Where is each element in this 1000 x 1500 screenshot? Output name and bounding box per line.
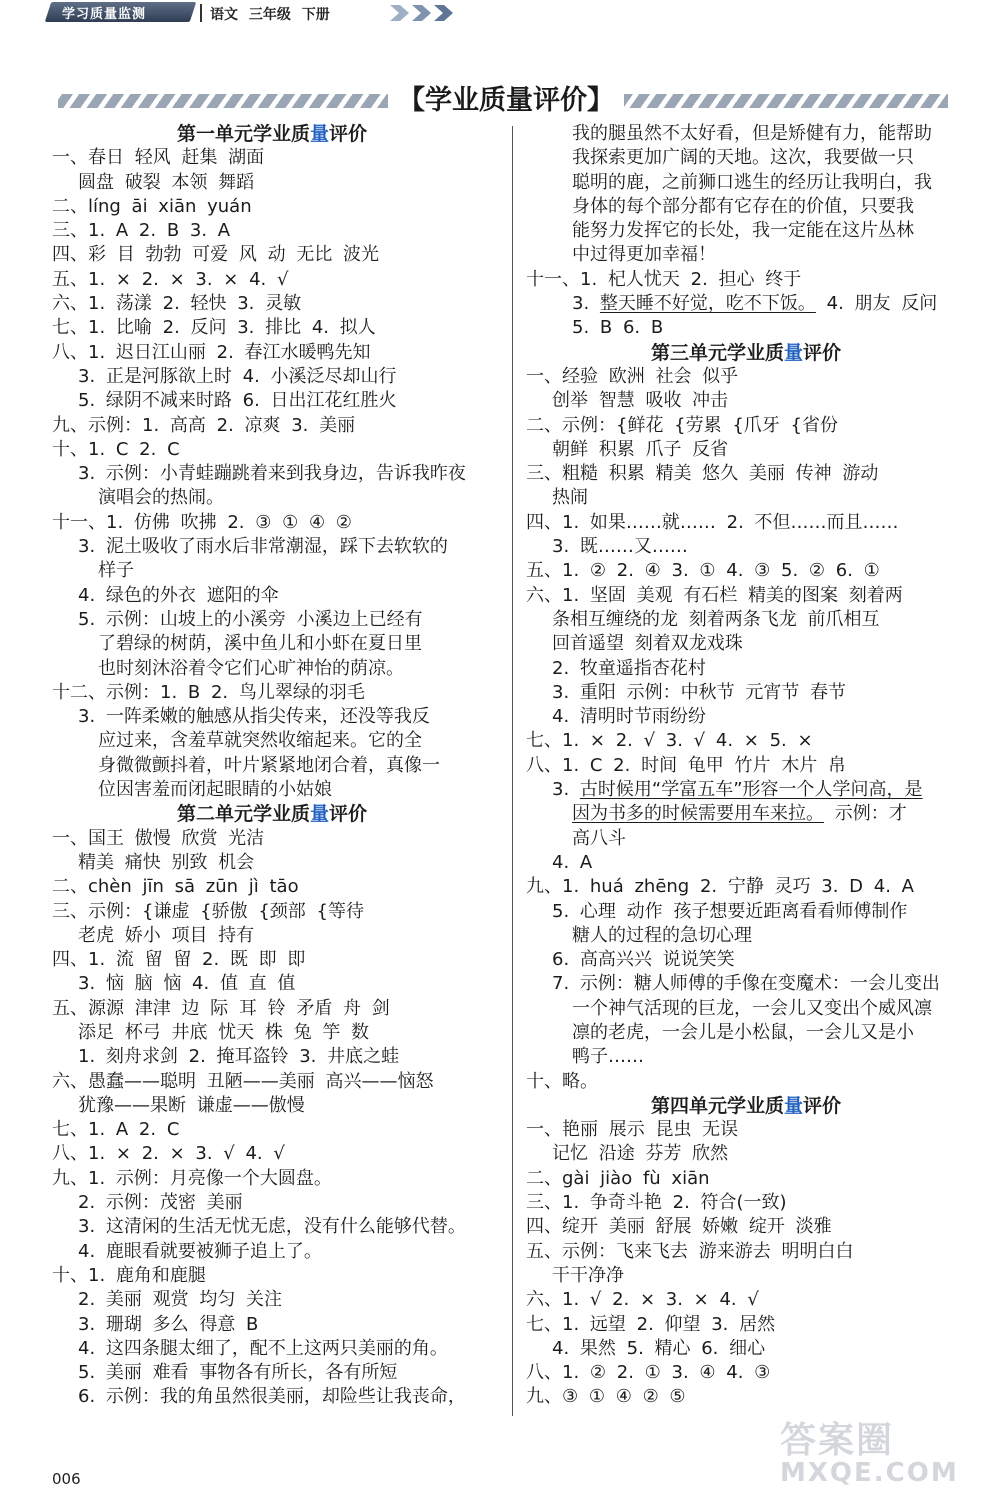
answer-line [52,146,492,170]
answer-line [526,365,966,389]
answer-text: 九、1. huá zhēng 2. 宁静 灵巧 3. D 4. A [526,876,914,898]
answer-line [52,705,492,729]
answer-text: 我探索更加广阔的天地。这次，我要做一只 [572,147,914,169]
answer-text: 四、彩 目 勃勃 可爱 风 动 无比 波光 [52,244,380,266]
answer-text: 鸭子…… [572,1046,644,1068]
section-title-text: 第四单元学业质 [650,1094,784,1117]
answer-text: 添足 杯弓 井底 忧天 株 兔 竽 数 [78,1021,370,1043]
answer-text: 3. 一阵柔嫩的触感从指尖传来，还没等我反 [78,706,430,728]
section-title-text: 第一单元学业质 [176,123,310,145]
answer-text: 聪明的鹿，之前狮口逃生的经历让我明白，我 [572,171,932,193]
answer-text: 记忆 沿途 芬芳 欣然 [552,1143,729,1165]
answer-line [526,632,966,656]
section-title [526,1094,966,1118]
answer-line [52,535,492,559]
left-column [52,122,492,1410]
answer-line [526,1385,966,1409]
page-number: 006 [52,1470,81,1488]
answer-line [526,802,966,826]
answer-text: 七、1. 比喻 2. 反问 3. 排比 4. 拟人 [52,317,376,339]
section-title-text: 评价 [329,123,368,145]
answer-line [52,657,492,681]
answer-line [526,219,966,243]
answer-text: 2. 示例：茂密 美丽 [78,1192,243,1214]
answer-text: 八、1. C 2. 时间 龟甲 竹片 木片 帛 [526,754,846,776]
answer-text: 犹豫——果断 谦虚——傲慢 [78,1094,305,1116]
answer-line [526,1264,966,1288]
answer-line [526,1045,966,1069]
answer-line [52,681,492,705]
answer-text: 五、源源 津津 边 际 耳 铃 矛盾 舟 剑 [52,997,390,1019]
answer-line [526,292,966,316]
answer-line [526,171,966,195]
underlined-answer: 古时候用“学富五车”形容一个人学问高，是 [579,779,923,801]
answer-line [526,1142,966,1166]
answer-line [526,948,966,972]
title-stripes-left [58,94,388,108]
answer-line [52,1337,492,1361]
section-title [52,122,492,146]
answer-line [52,414,492,438]
answer-text: 位因害羞而闭起眼睛的小姑娘 [98,779,332,801]
answer-line [526,243,966,267]
answer-text: 五、1. × 2. × 3. × 4. √ [52,268,289,290]
answer-text: 4. 这四条腿太细了，配不上这两只美丽的角。 [78,1337,448,1359]
answer-line [52,997,492,1021]
answer-text: 干干净净 [552,1264,624,1286]
answer-line [526,705,966,729]
answer-line [52,924,492,948]
answer-text: 十一、1. 仿佛 吹拂 2. ③ ① ④ ② [52,511,352,533]
answer-text: 七、1. A 2. C [52,1119,180,1141]
answer-line [52,1215,492,1239]
answer-line [52,462,492,486]
section-title-highlight: 量 [783,1094,803,1117]
chevron-right-icon [410,4,432,22]
answer-line [526,827,966,851]
answer-line [52,316,492,340]
answer-text: 一个神气活现的巨龙，一会儿又变出个威风凛 [572,997,932,1019]
answer-text: 二、chèn jīn sā zūn jì tāo [52,876,299,898]
answer-text: 八、1. × 2. × 3. √ 4. √ [52,1143,285,1165]
answer-text: 一、国王 傲慢 欣赏 光洁 [52,827,265,849]
answer-text: 5. 心理 动作 孩子想要近距离看看师傅制作 [552,900,908,922]
answer-line [52,1385,492,1409]
answer-line [52,875,492,899]
answer-text: 精美 痛快 别致 机会 [78,851,255,873]
answer-line [526,1215,966,1239]
section-title-highlight: 量 [783,341,803,364]
answer-text: 能努力发挥它的长处，我一定能在这片丛林 [572,220,914,242]
answer-line [526,316,966,340]
answer-text: 4. 绿色的外衣 遮阳的伞 [78,584,279,606]
answer-text: 三、1. A 2. B 3. A [52,220,231,242]
answer-line [526,195,966,219]
header-separator [200,4,202,22]
section-title-text: 评价 [803,1094,842,1117]
answer-line [526,754,966,778]
answer-text: 九、③ ① ④ ② ⑤ [526,1386,686,1408]
answer-line [526,535,966,559]
answer-text: 一、春日 轻风 赶集 湖面 [52,147,265,169]
answer-line [52,632,492,656]
answer-text: 3. 珊瑚 多么 得意 B [78,1313,259,1335]
answer-text: 十一、1. 杞人忧天 2. 担心 终于 [526,268,802,290]
answer-text: 七、1. × 2. √ 3. √ 4. × 5. × [526,730,813,752]
answer-line [52,1118,492,1142]
section-title [52,802,492,826]
underlined-answer: 因为书多的时候需要用车来拉。 [572,803,824,825]
watermark-url: MXQE.COM [780,1458,959,1488]
answer-text: 1. 刻舟求剑 2. 掩耳盗铃 3. 井底之蛙 [78,1046,400,1068]
answer-line [52,438,492,462]
answer-line [526,875,966,899]
answer-text: 了碧绿的树荫，溪中鱼儿和小虾在夏日里 [98,633,422,655]
answer-line [52,486,492,510]
answer-line [52,1313,492,1337]
section-title-highlight: 量 [309,803,329,826]
answer-line [526,1288,966,1312]
header-subject: 语文 三年级 下册 [210,7,330,23]
section-title-text: 评价 [329,803,368,826]
answer-line [52,608,492,632]
answer-text: 2. 美丽 观赏 均匀 关注 [78,1289,283,1311]
answer-line [52,1070,492,1094]
answer-line [526,438,966,462]
answer-line [526,511,966,535]
answer-line [526,584,966,608]
answer-text: 糖人的过程的急切心理 [572,924,752,946]
answer-text: 九、1. 示例：月亮像一个大圆盘。 [52,1167,332,1189]
answer-line [526,997,966,1021]
answer-line [52,365,492,389]
answer-text: 6. 高高兴兴 说说笑笑 [552,949,735,971]
answer-line [526,1313,966,1337]
page-title: 【学业质量评价】 [398,85,614,116]
answer-line [52,1094,492,1118]
answer-text: 五、1. ② 2. ④ 3. ① 4. ③ 5. ② 6. ① [526,560,880,582]
section-title-text: 第三单元学业质 [650,341,784,364]
answer-text: 样子 [98,560,134,582]
answer-text: 5. B 6. B [572,317,664,339]
answer-line [52,851,492,875]
answer-text: 3. 泥土吸收了雨水后非常潮湿，踩下去软软的 [78,536,448,558]
chevron-right-icon [388,4,410,22]
answer-line [52,1021,492,1045]
answer-text: 四、1. 流 留 留 2. 既 即 即 [52,949,306,971]
answer-text: 3. 重阳 示例：中秋节 元宵节 春节 [552,681,847,703]
answer-line [526,122,966,146]
answer-text: 创举 智慧 吸收 冲击 [552,390,729,412]
answer-line [526,972,966,996]
answer-line [526,1021,966,1045]
answer-line [526,900,966,924]
answer-text: 6. 示例：我的角虽然很美丽，却险些让我丧命， [78,1386,466,1408]
answer-text: 六、1. 坚固 美观 有石栏 精美的图案 刻着两 [526,584,903,606]
answer-line [526,1191,966,1215]
right-column [526,122,966,1410]
answer-text: 示例：才 [824,803,907,825]
answer-text: 7. 示例：糖人师傅的手像在变魔术：一会儿变出 [552,973,940,995]
answer-text: 演唱会的热闹。 [98,487,224,509]
answer-text: 3. 这清闲的生活无忧无虑，没有什么能够代替。 [78,1216,466,1238]
answer-text: 二、líng āi xiān yuán [52,195,252,217]
answer-text: 三、示例：{谦虚 {骄傲 {颈部 {等待 [52,900,364,922]
answer-line [52,1240,492,1264]
answer-line [52,1142,492,1166]
section-title-text: 第二单元学业质 [176,803,310,826]
answer-text: 中过得更加幸福！ [572,244,716,266]
answer-text: 我的腿虽然不太好看，但是矫健有力，能帮助 [572,123,932,144]
answer-text: 3. 既……又…… [552,536,688,558]
watermark-logo: 答案圈 [780,1420,895,1461]
chevron-right-icon [432,4,454,22]
answer-text: 二、gài jiào fù xiān [526,1167,710,1189]
answer-line [526,924,966,948]
answer-text: 3. 示例：小青蛙蹦跳着来到我身边，告诉我昨夜 [78,463,466,485]
answer-line [52,1167,492,1191]
answer-text: 也时刻沐浴着令它们心旷神怡的荫凉。 [98,657,404,679]
answer-line [52,243,492,267]
answer-text: 六、1. 荡漾 2. 轻快 3. 灵敏 [52,293,302,315]
answer-text: 4. 清明时节雨纷纷 [552,706,706,728]
answer-line [52,972,492,996]
answer-text: 5. 示例：山坡上的小溪旁 小溪边上已经有 [78,608,423,630]
column-divider [512,126,513,1416]
answer-line [526,1070,966,1094]
answer-line [52,900,492,924]
answer-line [526,681,966,705]
answer-line [526,486,966,510]
answer-line [52,584,492,608]
section-title-highlight: 量 [309,123,329,145]
answer-line [526,657,966,681]
section-title [526,341,966,365]
answer-line [52,1288,492,1312]
answer-text: 十、1. C 2. C [52,438,180,460]
answer-text: 3. 正是河豚欲上时 4. 小溪泛尽却山行 [78,365,397,387]
answer-text: 九、示例：1. 高高 2. 凉爽 3. 美丽 [52,414,356,436]
answer-text: 4. A [552,851,593,873]
answer-text: 六、1. √ 2. × 3. × 4. √ [526,1289,759,1311]
answer-text: 八、1. 迟日江山丽 2. 春江水暖鸭先知 [52,341,371,363]
answer-text: 5. 绿阴不减来时路 6. 日出江花红胜火 [78,390,397,412]
answer-text: 身微微颤抖着，叶片紧紧地闭合着，真像一 [98,754,440,776]
answer-text: 凛的老虎，一会儿是小松鼠，一会儿又是小 [572,1021,914,1043]
answer-text: 5. 美丽 难看 事物各有所长，各有所短 [78,1362,398,1384]
answer-text: 3. [552,779,580,801]
answer-line [526,1118,966,1142]
title-stripes-right [624,94,948,108]
answer-line [52,778,492,802]
answer-line [526,414,966,438]
underlined-answer: 整天睡不好觉，吃不下饭。 [599,293,816,315]
answer-text: 热闹 [552,487,588,509]
answer-line [526,729,966,753]
answer-line [52,389,492,413]
answer-text: 回首遥望 刻着双龙戏珠 [552,633,743,655]
answer-text: 高八斗 [572,827,626,849]
answer-line [52,292,492,316]
answer-line [52,268,492,292]
answer-line [52,511,492,535]
answer-line [526,146,966,170]
answer-text: 三、粗糙 积累 精美 悠久 美丽 传神 游动 [526,463,879,485]
answer-line [526,1337,966,1361]
answer-text: 四、绽开 美丽 舒展 娇嫩 绽开 淡雅 [526,1216,832,1238]
answer-text: 3. 恼 脑 恼 4. 值 直 值 [78,973,296,995]
answer-text: 4. 朋友 反问 [815,293,938,315]
header-tab-label: 学习质量监测 [62,7,147,22]
answer-line [526,778,966,802]
answer-text: 七、1. 远望 2. 仰望 3. 居然 [526,1313,776,1335]
answer-text: 一、艳丽 展示 昆虫 无误 [526,1119,739,1141]
answer-line [52,1191,492,1215]
answer-text: 十、1. 鹿角和鹿腿 [52,1264,206,1286]
answer-text: 条相互缠绕的龙 刻着两条飞龙 前爪相互 [552,608,880,630]
answer-line [52,171,492,195]
page-header [0,0,1000,26]
answer-line [52,195,492,219]
answer-text: 十二、示例：1. B 2. 鸟儿翠绿的羽毛 [52,681,365,703]
section-title-text: 评价 [803,341,842,364]
answer-text: 五、示例：飞来飞去 游来游去 明明白白 [526,1240,854,1262]
answer-line [526,608,966,632]
answer-line [526,1240,966,1264]
answer-text: 朝鲜 积累 爪子 反省 [552,438,729,460]
answer-line [52,948,492,972]
answer-line [526,1361,966,1385]
answer-text: 应过来，含羞草就突然收缩起来。它的全 [98,730,422,752]
watermark [780,1412,980,1492]
answer-line [526,389,966,413]
answer-line [52,1361,492,1385]
answer-text: 老虎 娇小 项目 持有 [78,924,255,946]
answer-text: 八、1. ② 2. ① 3. ④ 4. ③ [526,1362,771,1384]
answer-text: 4. 果然 5. 精心 6. 细心 [552,1337,766,1359]
answer-line [52,341,492,365]
answer-line [526,851,966,875]
answer-line [52,559,492,583]
answer-line [526,268,966,292]
answer-text: 六、愚蠢——聪明 丑陋——美丽 高兴——恼怒 [52,1070,434,1092]
title-bar [58,86,948,116]
answer-text: 4. 鹿眼看就要被狮子追上了。 [78,1240,322,1262]
answer-line [526,559,966,583]
answer-line [52,754,492,778]
answer-text: 2. 牧童遥指杏花村 [552,657,706,679]
answer-line [52,1264,492,1288]
answer-line [52,1045,492,1069]
answer-line [52,729,492,753]
answer-text: 身体的每个部分都有它存在的价值，只要我 [572,195,914,217]
answer-text: 3. [572,293,600,315]
answer-line [52,219,492,243]
answer-text: 二、示例：{鲜花 {劳累 {爪牙 {省份 [526,414,838,436]
answer-text: 一、经验 欧洲 社会 似乎 [526,365,739,387]
answer-text: 三、1. 争奇斗艳 2. 符合(一致) [526,1192,787,1214]
answer-line [526,1167,966,1191]
answer-text: 四、1. 如果……就…… 2. 不但……而且…… [526,511,899,533]
answer-text: 圆盘 破裂 本领 舞蹈 [78,171,255,193]
answer-line [52,827,492,851]
answer-text: 十、略。 [526,1070,598,1092]
answer-line [526,462,966,486]
